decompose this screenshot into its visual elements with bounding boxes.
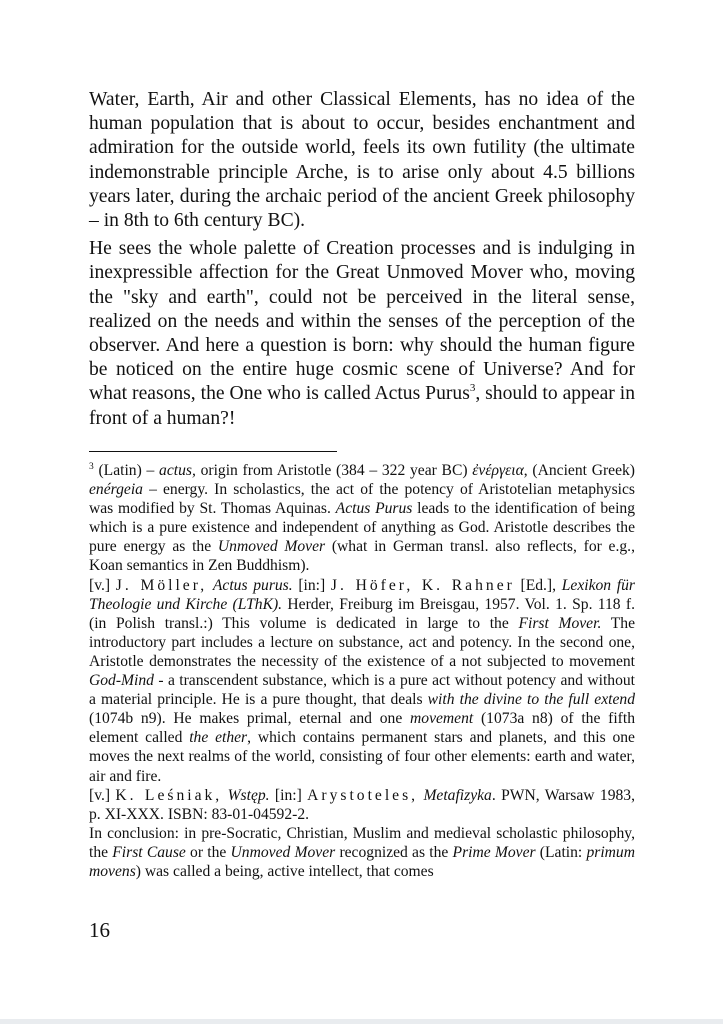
main-text xyxy=(89,88,635,435)
footnote-italic: Actus Purus xyxy=(335,500,413,518)
footnote-italic: Metafizyka xyxy=(423,786,492,804)
footnote-text: (1073a n8) of the fifth element called xyxy=(89,710,636,747)
footnote-text: [in:] xyxy=(292,576,331,594)
paragraph-2-text-a: He sees the whole palette of Creation processes and is indulging in inexpressible affection for the Great Unmoved Mover who, moving the "sky and earth", could not be perceived in the literal sense, realized on the needs and within the senses of the perception of the observer. And here a question is born: why should the human figure be noticed on the entire huge cosmic scene of Universe? And for what reasons, the One who is called Actus Purus xyxy=(89,238,635,405)
footnote-text: . PWN, Warsaw 1983, p. XI-XXX. ISBN: 83-01-04592-2. xyxy=(89,786,635,823)
footnote-italic: the ether xyxy=(189,729,248,747)
footnote-3-paragraph-2 xyxy=(89,576,635,786)
footnote-italic: First Mover. xyxy=(518,614,602,632)
viewer-bottom-edge xyxy=(0,1019,723,1024)
author-name: K. Leśniak, xyxy=(115,786,223,804)
footnote-text: [v.] xyxy=(89,576,116,594)
footnote-text: recognized as the xyxy=(335,843,453,861)
footnote-text: (what in German transl. also reflects, for e.g., Koan semantics in Zen Buddhism). xyxy=(89,538,635,575)
footnote-italic: Lexikon für Theologie und Kirche (LThK). xyxy=(89,576,635,613)
footnote-marker: 3 xyxy=(89,462,94,472)
footnote-text: or the xyxy=(185,843,231,861)
page-number: 16 xyxy=(89,918,110,942)
footnote-text: , (Ancient Greek) xyxy=(523,462,635,479)
footnote-3-paragraph-1 xyxy=(89,461,635,576)
footnote-italic: with the divine to the full extend xyxy=(427,691,635,709)
paragraph-2-text-b: , should to appear in front of a human?! xyxy=(89,383,635,429)
footnote-italic: ἐνέργεια xyxy=(472,462,524,479)
author-name: J. Höfer, K. Rahner xyxy=(330,576,515,594)
footnote-text: [in:] xyxy=(269,786,308,804)
footnote-text: – energy. In scholastics, the act of the potency of Aristotelian metaphysics was modified by St. Thomas Aquinas. xyxy=(89,481,635,518)
footnote-text: origin from Aristotle (384 – 322 year BC) xyxy=(195,462,473,479)
footnote-text: (Latin) – xyxy=(93,462,160,479)
paragraph-1-text: Water, Earth, Air and other Classical Elements, has no idea of the human population that is about to occur, besides enchantment and admiration for the outside world, feels its own futility (the ultimate indemonstrable principle Arche, is to arise only about 4.5 billions years later, during the archaic period of the ancient Greek philosophy – in 8th to 6th century BC). xyxy=(89,89,635,232)
footnote-text: Herder, Freiburg im Breisgau, 1957. Vol. 1. Sp. 118 f. (in Polish transl.:) This volume is dedicated in large to the xyxy=(89,595,635,632)
footnote-reference-3[interactable]: 3 xyxy=(469,382,476,395)
footnote-italic: Unmoved Mover xyxy=(230,843,336,861)
footnote-text: [Ed.], xyxy=(514,576,562,594)
footnote-italic: Actus purus. xyxy=(212,576,293,594)
footnote-text: - a transcendent substance, which is a pure act without potency and without a material principle. He is a pure thought, that deals xyxy=(89,672,635,709)
footnote-italic: God-Mind xyxy=(89,672,154,690)
footnote-italic: primum movens xyxy=(89,843,635,880)
footnote-italic: Wstęp. xyxy=(227,786,270,804)
footnote-italic: movement xyxy=(410,710,474,728)
footnote-3-paragraph-4 xyxy=(89,824,635,881)
footnote-italic: First Cause xyxy=(112,843,186,861)
footnote-italic: Prime Mover xyxy=(452,843,536,861)
footnote-text: [v.] xyxy=(89,786,116,804)
footnote-text: (Latin: xyxy=(535,843,587,861)
footnotes xyxy=(89,461,635,881)
footnote-text: leads to the identification of being which is a pure existence and independent of anything as God. Aristotle describes the pure energy as the xyxy=(89,500,636,556)
paragraph-2 xyxy=(89,237,635,431)
footnote-text: ) was called a being, active intellect, that comes xyxy=(135,862,434,880)
footnote-text: The introductory part includes a lecture on substance, act and potency. In the second one, Aristotle demonstrates the necessity of the existence of a not subjected to movement xyxy=(89,614,636,670)
paragraph-1 xyxy=(89,88,635,233)
footnote-italic: actus, xyxy=(159,462,196,479)
footnote-text: (1074b n9). He makes primal, eternal and one xyxy=(89,710,411,728)
footnote-separator xyxy=(89,451,337,452)
footnote-text: In conclusion: in pre-Socratic, Christian, Muslim and medieval scholastic philosophy, the xyxy=(89,824,635,861)
footnote-3-paragraph-3 xyxy=(89,786,635,824)
footnote-italic: enérgeia xyxy=(89,481,143,499)
footnote-text: , which contains permanent stars and planets, and this one moves the next realms of the world, consisting of four other elements: earth and water, air and fire. xyxy=(89,729,635,785)
footnote-italic: Unmoved Mover xyxy=(217,538,326,556)
author-name: J. Möller, xyxy=(115,576,208,594)
author-name: Arystoteles, xyxy=(307,786,419,804)
